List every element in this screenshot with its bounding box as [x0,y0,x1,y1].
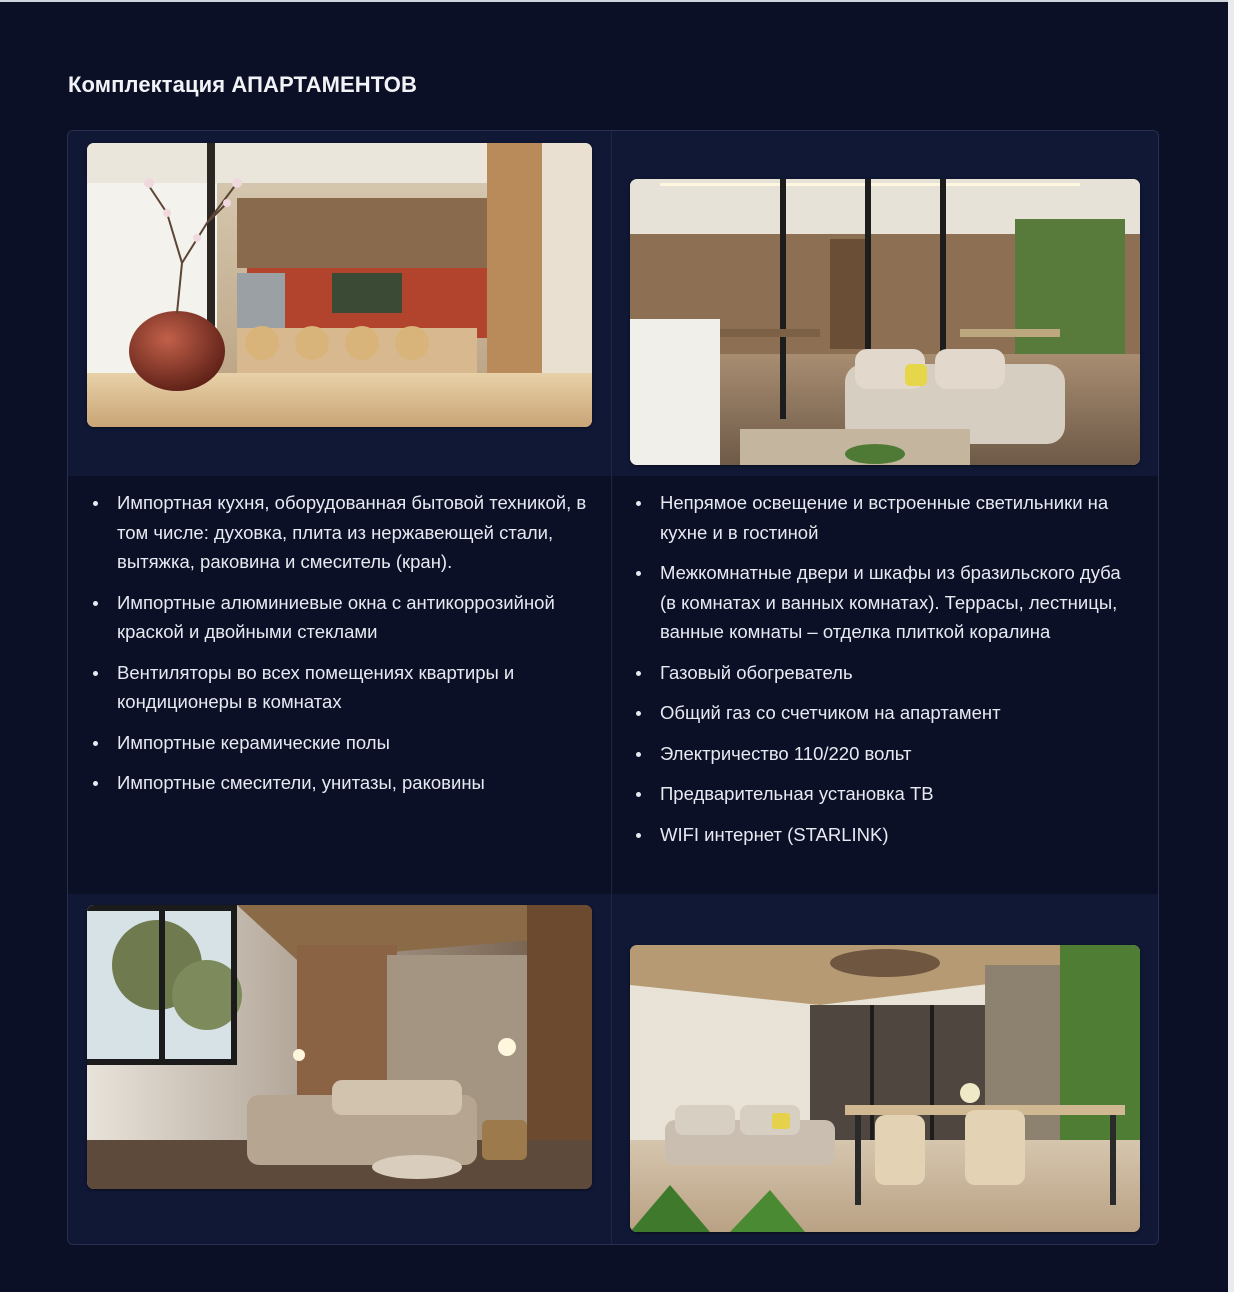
list-item: Непрямое освещение и встроенные светильники на кухне и в гостиной [632,488,1140,547]
list-item: Импортная кухня, оборудованная бытовой техникой, в том числе: духовка, плита из нержавеющей стали, вытяжка, раковина и смеситель (кран). [89,488,594,577]
section-title: Комплектация АПАРТАМЕНТОВ [68,72,417,97]
list-item: Импортные смесители, унитазы, раковины [89,768,594,798]
features-row [68,476,1158,894]
list-item: Газовый обогреватель [632,658,1140,688]
features-list-left [89,488,594,809]
photo-row-bottom [68,894,1158,1245]
list-item: Вентиляторы во всех помещениях квартиры и кондиционеры в комнатах [89,658,594,717]
features-list-right [632,488,1140,860]
living-room-photo [630,179,1140,465]
list-item: Импортные алюминиевые окна с антикоррозийной краской и двойными стеклами [89,588,594,647]
kitchen-photo [87,143,592,427]
list-item: Импортные керамические полы [89,728,594,758]
photo-row-top [68,131,1158,476]
features-table [67,130,1159,1245]
terrace-photo [630,945,1140,1232]
list-item: WIFI интернет (STARLINK) [632,820,1140,850]
list-item: Общий газ со счетчиком на апартамент [632,698,1140,728]
bedroom-photo [87,905,592,1189]
list-item: Электричество 110/220 вольт [632,739,1140,769]
list-item: Межкомнатные двери и шкафы из бразильского дуба (в комнатах и ванных комнатах). Террасы, лестницы, ванные комнаты – отделка плиткой коралина [632,558,1140,647]
list-item: Предварительная установка ТВ [632,779,1140,809]
